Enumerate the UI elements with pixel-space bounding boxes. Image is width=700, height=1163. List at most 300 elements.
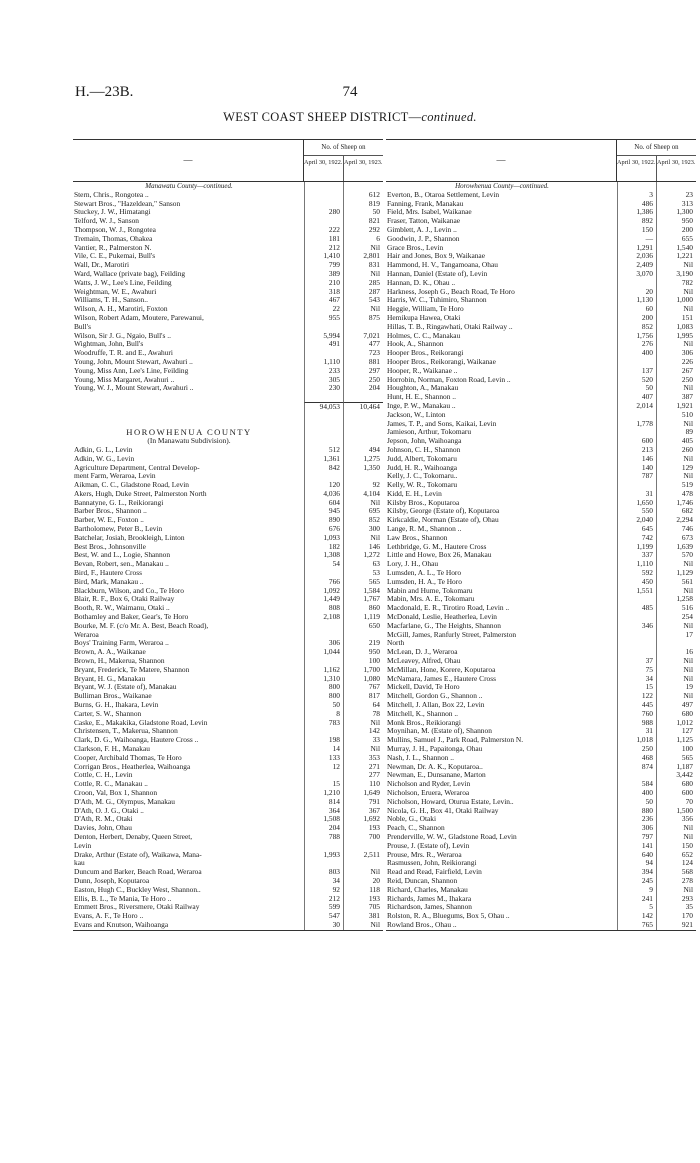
sheep-1923: 3,442: [656, 771, 696, 780]
owner-name: Hunt, H. E., Shannon ..: [387, 393, 456, 402]
sheep-1923: 477: [343, 340, 383, 349]
owner-name: Kilsby, George (Estate of), Koputaroa: [387, 507, 500, 516]
owner-name: Peach, C., Shannon: [387, 824, 445, 833]
owner-name: Hair and Jones, Box 9, Waikanae: [387, 252, 485, 261]
sheep-1922: 236: [617, 815, 656, 824]
table-row: [73, 833, 383, 842]
sheep-1923: 782: [656, 279, 696, 288]
sheep-1923: 89: [656, 428, 696, 437]
owner-name: Mullins, Samuel J., Park Road, Palmerston N.: [387, 736, 524, 745]
owner-name: D'Ath, M. G., Olympus, Manakau: [74, 797, 175, 806]
sheep-1923: Nil: [656, 340, 696, 349]
sheep-1923: 852: [343, 516, 383, 525]
sheep-1923: 63: [343, 560, 383, 569]
owner-name: Cottle, R. C., Manakau ..: [74, 780, 148, 789]
sheep-1922: 803: [304, 868, 343, 877]
owner-name: Lumsden, H. A., Te Horo: [387, 577, 462, 586]
owner-name: Carter, S. W., Shannon: [74, 709, 142, 718]
sheep-1922: 141: [617, 842, 656, 851]
sheep-1922: 3: [617, 191, 656, 200]
table-row: [73, 921, 383, 930]
sheep-1923: 1,921: [656, 402, 696, 411]
owner-name: Nash, J. L., Shannon ..: [387, 753, 454, 762]
owner-name: Hooper Bros., Reikorangi, Waikanae: [387, 357, 496, 366]
sheep-1922: 788: [304, 833, 343, 842]
owner-name: McLean, D. J., Weraroa: [387, 648, 458, 657]
sheep-1923: 193: [343, 895, 383, 904]
owner-name: Akers, Hugh, Duke Street, Palmerston North: [74, 489, 207, 498]
col-1923-header: April 30, 1923.: [343, 156, 384, 181]
sheep-1923: 921: [656, 921, 696, 930]
sheep-1923: 831: [343, 261, 383, 270]
sheep-1922: 75: [617, 666, 656, 675]
sheep-1922: 520: [617, 376, 656, 385]
sheep-1922: 92: [304, 886, 343, 895]
owner-name: HOROWHENUA COUNTY: [126, 428, 252, 438]
sheep-1923: 353: [343, 754, 383, 763]
sheep-1922: 766: [304, 578, 343, 587]
sheep-1923: 300: [343, 525, 383, 534]
sheep-1922: 604: [304, 499, 343, 508]
sheep-1922: 1,993: [304, 851, 343, 860]
sheep-1923: [343, 411, 383, 420]
sheep-1923: Nil: [656, 622, 696, 631]
col-1922-header: April 30, 1922.: [617, 159, 656, 166]
sheep-1923: 100: [343, 657, 383, 666]
sheep-1923: 860: [343, 604, 383, 613]
owner-name: Agriculture Department, Central Develop-: [74, 463, 200, 472]
sheep-1922: 1,778: [617, 420, 656, 429]
owner-name: Hook, A., Shannon: [387, 340, 444, 349]
owner-name: Batchelar, Josiah, Brookleigh, Linton: [74, 533, 185, 542]
sheep-1923: Nil: [656, 288, 696, 297]
sheep-1923: 146: [343, 543, 383, 552]
owner-name: Christensen, T., Makerua, Shannon: [74, 727, 178, 736]
owner-name: Judd, Albert, Tokomaru: [387, 454, 457, 463]
owner-name: Brown, H., Makerua, Shannon: [74, 657, 165, 666]
owner-name: Booth, R. W., Waimanu, Otaki ..: [74, 604, 170, 613]
sheep-1922: 122: [617, 692, 656, 701]
table-row: [73, 464, 383, 473]
owner-name: Dunn, Joseph, Koputaroa: [74, 876, 150, 885]
sheep-1923: 381: [343, 912, 383, 921]
sheep-1922: 467: [304, 296, 343, 305]
owner-name: Bevan, Robert, sen., Manakau ..: [74, 560, 169, 569]
table-body: [386, 182, 696, 931]
table-row: [386, 472, 696, 481]
owner-name: Goodwin, J. P., Shannon: [387, 234, 460, 243]
owner-name: Clarkson, F. H., Manakau: [74, 745, 150, 753]
sheep-1922: 133: [304, 754, 343, 763]
owner-name: Law Bros., Shannon: [387, 533, 448, 542]
sheep-1922: 765: [617, 921, 656, 930]
sheep-1922: 54: [304, 560, 343, 569]
owner-name: Williams, T. H., Sanson..: [74, 296, 148, 305]
owner-name: Denton, Herbert, Denaby, Queen Street,: [74, 832, 193, 841]
owner-name: Davies, John, Ohau: [74, 824, 132, 833]
sheep-1923: Nil: [343, 499, 383, 508]
sheep-1923: 791: [343, 798, 383, 807]
sheep-1922: 2,108: [304, 613, 343, 622]
sheep-1923: 817: [343, 692, 383, 701]
owner-name: North: [387, 639, 405, 648]
sheep-1922: 1,199: [617, 543, 656, 552]
sheep-1922: 808: [304, 604, 343, 613]
sheep-1922: 280: [304, 208, 343, 217]
owner-name: Holmes, C. C., Manakau: [387, 331, 461, 340]
sheep-1922: 852: [617, 323, 656, 332]
table-row: [386, 622, 696, 631]
owner-name: Jackson, W., Linton: [387, 410, 446, 419]
sheep-1922: 94: [617, 859, 656, 868]
sheep-1922: 1,508: [304, 815, 343, 824]
owner-name: Nicholson, Eruera, Weraroa: [387, 788, 470, 797]
sheep-1922: 468: [617, 754, 656, 763]
owner-name: Harkness, Joseph G., Beach Road, Te Horo: [387, 287, 515, 296]
sheep-1923: 33: [343, 736, 383, 745]
sheep-1923: 1,000: [656, 296, 696, 305]
sheep-1922: [304, 420, 343, 429]
sheep-1922: 30: [304, 921, 343, 930]
table-row: [73, 560, 383, 569]
table-header: [386, 139, 696, 182]
owner-name: Hooper Bros., Reikorangi: [387, 349, 464, 358]
sheep-1922: 645: [617, 525, 656, 534]
sheep-1923: [343, 428, 383, 437]
owner-name: James, T. P., and Sons, Kaikai, Levin: [387, 419, 497, 428]
owner-name: Blair, R. F., Box 6, Otaki Railway: [74, 595, 175, 604]
sheep-1923: 543: [343, 296, 383, 305]
col-1923-header: April 30, 1923.: [656, 156, 697, 181]
sheep-1922: 137: [617, 367, 656, 376]
total-row: [73, 402, 383, 411]
owner-name: Cottle, C. H., Levin: [74, 771, 133, 780]
sheep-1923: 387: [656, 393, 696, 402]
sheep-1922: 407: [617, 393, 656, 402]
owner-name: D'Ath, O. J. G., Otaki ..: [74, 806, 144, 815]
sheep-1922: 182: [304, 543, 343, 552]
sheep-1923: 10,464: [343, 402, 383, 411]
owner-name: McDonald, Leslie, Heatherlea, Levin: [387, 613, 497, 622]
sheep-1922: 15: [617, 683, 656, 692]
sheep-1922: 306: [304, 639, 343, 648]
owner-name: Caske, E., Makakika, Gladstone Road, Levin: [74, 718, 208, 727]
sheep-1923: 4,104: [343, 490, 383, 499]
owner-name: Prouse, J. (Estate of), Levin: [387, 841, 470, 850]
owner-name: Lethbridge, G. M., Hautere Cross: [387, 542, 487, 551]
sheep-1923: 285: [343, 279, 383, 288]
table-row: [73, 384, 383, 393]
sheep-1922: 120: [304, 481, 343, 490]
owner-name: Duncum and Barker, Beach Road, Weraroa: [74, 868, 202, 877]
sheep-1923: 570: [656, 551, 696, 560]
sheep-1923: 565: [656, 754, 696, 763]
owner-name: Wilson, Sir J. G., Ngaio, Bull's ..: [74, 331, 171, 340]
page-title: [0, 110, 700, 125]
sheep-1923: Nil: [656, 560, 696, 569]
owner-name: Bourke, M. F. (c/o Mr. A. Best, Beach Road),: [74, 621, 209, 630]
sheep-1922: [304, 191, 343, 200]
sheep-1923: 19: [656, 683, 696, 692]
owner-name: Richards, James M., Ihakara: [387, 894, 472, 903]
sheep-1923: 652: [656, 851, 696, 860]
sheep-1922: 60: [617, 305, 656, 314]
table-row: [73, 420, 383, 429]
sheep-1922: 1,162: [304, 666, 343, 675]
owner-name: Richardson, James, Shannon: [387, 903, 472, 912]
owner-name: kau: [74, 859, 85, 868]
sheep-1923: 1,080: [343, 675, 383, 684]
sheep-1922: 2,040: [617, 516, 656, 525]
sheep-1923: 1,700: [343, 666, 383, 675]
owner-name: Tremain, Thomas, Ohakea: [74, 234, 153, 243]
owner-name: D'Ath, R. M., Otaki: [74, 815, 133, 824]
sheep-1922: 364: [304, 807, 343, 816]
owner-name: Best Bros., Johnsonville: [74, 542, 146, 551]
owner-name: Mabin, Mrs. A. E., Tokomaru: [387, 595, 475, 604]
owner-name: Johnson, C. H., Shannon: [387, 445, 461, 454]
sheep-1922: 4,036: [304, 490, 343, 499]
sheep-1923: Nil: [343, 270, 383, 279]
sheep-1923: 260: [656, 446, 696, 455]
table-row: [73, 648, 383, 657]
owner-name: Bull's: [74, 322, 91, 331]
sheep-1923: 650: [343, 622, 383, 631]
sheep-1923: 695: [343, 507, 383, 516]
sheep-1922: [617, 631, 656, 640]
sheep-1923: 1,639: [656, 543, 696, 552]
owner-name: Bothamley and Baker, Gear's, Te Horo: [74, 613, 189, 622]
owner-name: Young, John, Mount Stewart, Awahuri ..: [74, 357, 193, 366]
sheep-1922: 988: [617, 719, 656, 728]
sheep-1923: 1,187: [656, 763, 696, 772]
sheep-1922: 445: [617, 701, 656, 710]
sheep-1923: 767: [343, 683, 383, 692]
sheep-1923: 110: [343, 780, 383, 789]
owner-name: Harris, W. C., Tuhimiro, Shannon: [387, 296, 487, 305]
sheep-1923: Nil: [343, 244, 383, 253]
owner-name: Wilson, A. H., Marotiri, Foxton: [74, 305, 168, 314]
sheep-1923: 1,129: [656, 569, 696, 578]
sheep-1923: Nil: [656, 420, 696, 429]
sheep-1923: Nil: [656, 384, 696, 393]
sheep-1923: 1,746: [656, 499, 696, 508]
sheep-1922: 1,308: [304, 551, 343, 560]
sheep-1922: 892: [617, 217, 656, 226]
table-row: [386, 420, 696, 429]
owner-name: Everton, B., Otaroa Settlement, Levin: [387, 190, 500, 199]
table-row: [386, 604, 696, 613]
sheep-1923: 151: [656, 314, 696, 323]
sheep-1923: 193: [343, 824, 383, 833]
table-row: [73, 851, 383, 860]
table-row: [73, 622, 383, 631]
sheep-1923: Nil: [656, 833, 696, 842]
sheep-1923: 881: [343, 358, 383, 367]
owner-name: Hooper, R., Waikanae ..: [387, 366, 458, 375]
sheep-1923: 7,021: [343, 332, 383, 341]
sheep-1923: 950: [343, 648, 383, 657]
owner-name: Stern, Chris., Rongotea ..: [74, 190, 149, 199]
sheep-1923: 510: [656, 411, 696, 420]
sheep-1923: 875: [343, 314, 383, 323]
empty-cell: [304, 182, 343, 191]
sheep-1922: 814: [304, 798, 343, 807]
sheep-1923: 1,767: [343, 595, 383, 604]
sheep-1923: 278: [656, 877, 696, 886]
owner-name: Murray, J. H., Papaitonga, Ohau: [387, 745, 483, 753]
title-continued: continued.: [421, 110, 477, 124]
owner-name: Stuckey, J. W., Himatangi: [74, 208, 151, 217]
owner-name: Rowland Bros., Ohau ..: [387, 920, 457, 929]
owner-name: Read and Read, Fairfield, Levin: [387, 868, 482, 877]
owner-name: Emmett Bros., Riversmere, Otaki Railway: [74, 903, 200, 912]
sheep-1923: 70: [656, 798, 696, 807]
sheep-1923: 124: [656, 859, 696, 868]
sheep-1923: 497: [656, 701, 696, 710]
sheep-1922: 955: [304, 314, 343, 323]
sheep-1922: 592: [617, 569, 656, 578]
owner-name: (In Manawatu Subdivision).: [147, 437, 231, 446]
sheep-1922: 600: [617, 437, 656, 446]
sheep-1922: 1,093: [304, 534, 343, 543]
owner-name: Hammond, H. V., Tangamoana, Ohau: [387, 261, 498, 270]
sheep-1922: 230: [304, 384, 343, 393]
owner-name: Burns, G. H., Ihakara, Levin: [74, 701, 159, 710]
sheep-1923: 367: [343, 807, 383, 816]
owner-name: Adkin, W. G., Levin: [74, 454, 135, 463]
sheep-1923: 16: [656, 648, 696, 657]
sheep-1923: Nil: [343, 745, 383, 754]
owner-name: Weraroa: [74, 630, 99, 639]
owner-name: Mitchell, Gordon G., Shannon ..: [387, 692, 483, 701]
table-row: [73, 340, 383, 349]
sheep-1923: 1,119: [343, 613, 383, 622]
table-row: [386, 270, 696, 279]
sheep-1923: 1,258: [656, 595, 696, 604]
sheep-1923: 356: [656, 815, 696, 824]
sheep-1922: 212: [304, 244, 343, 253]
sheep-1923: Nil: [656, 472, 696, 481]
sheep-1922: —: [617, 235, 656, 244]
sheep-1922: 1,291: [617, 244, 656, 253]
owner-name: Hannan, D. K., Ohau ..: [387, 278, 456, 287]
sheep-1923: 142: [343, 727, 383, 736]
sheep-1922: 1,110: [617, 560, 656, 569]
sheep-1922: 547: [304, 912, 343, 921]
sheep-1922: 1,650: [617, 499, 656, 508]
sheep-1923: 17: [656, 631, 696, 640]
sheep-1922: 5: [617, 903, 656, 912]
sheep-1923: 100: [656, 745, 696, 754]
sheep-1923: 705: [343, 903, 383, 912]
sheep-1923: 2,801: [343, 252, 383, 261]
sheep-1922: 1,551: [617, 587, 656, 596]
owner-name: Lange, R. M., Shannon ..: [387, 525, 462, 534]
owner-name: Macdonald, E. R., Tirotiro Road, Levin ..: [387, 604, 510, 613]
sheep-1922: [304, 393, 343, 402]
owner-name: Evans and Knutson, Waihoanga: [74, 920, 169, 929]
owner-name: Fraser, Tatton, Waikanae: [387, 217, 461, 226]
sheep-1923: 118: [343, 886, 383, 895]
sheep-1922: 276: [617, 340, 656, 349]
sheep-1923: 254: [656, 613, 696, 622]
owner-name: Manawatu County—continued.: [145, 182, 233, 190]
sheep-1923: 1,275: [343, 455, 383, 464]
owner-name: McGill, James, Ranfurly Street, Palmerston: [387, 630, 517, 639]
sheep-1922: 181: [304, 235, 343, 244]
owner-name: Drake, Arthur (Estate of), Waikawa, Mana-: [74, 850, 202, 859]
owner-name: Cooper, Archibald Thomas, Te Horo: [74, 753, 182, 762]
sheep-1922: 486: [617, 200, 656, 209]
sheep-1922: 584: [617, 780, 656, 789]
sheep-1922: 140: [617, 464, 656, 473]
owner-name: Kirkcaldie, Norman (Estate of), Ohau: [387, 516, 499, 525]
table-row: [73, 393, 383, 402]
owner-name: ment Farm, Weraroa, Levin: [74, 472, 156, 481]
owner-name: Gimblett, A. J., Levin ..: [387, 225, 457, 234]
owner-name: Newman, Dr. A. K., Koputaroa..: [387, 762, 483, 771]
col-1922-header: April 30, 1922.: [304, 159, 343, 166]
sheep-1922: 245: [617, 877, 656, 886]
sheep-1922: 842: [304, 464, 343, 473]
sheep-1923: 723: [343, 349, 383, 358]
owner-name: Hannan, Daniel (Estate of), Levin: [387, 269, 488, 278]
sheep-1923: Nil: [656, 587, 696, 596]
sheep-1923: 23: [656, 191, 696, 200]
sheep-1923: 1,300: [656, 208, 696, 217]
sheep-1922: 12: [304, 763, 343, 772]
owner-name: Horrobin, Norman, Foxton Road, Levin ..: [387, 375, 511, 384]
owner-name: Bannatyne, G. L., Reikiorangi: [74, 498, 164, 507]
owner-name: Lumsden, A. L., Te Horo: [387, 569, 462, 578]
sheep-1923: 6: [343, 235, 383, 244]
sheep-1922: 146: [617, 455, 656, 464]
owner-name: Aikman, C. C., Gladstone Road, Levin: [74, 481, 189, 490]
owner-name: Bulliman Bros., Waikanae: [74, 692, 152, 701]
sheep-1922: 233: [304, 367, 343, 376]
sheep-1923: 519: [656, 481, 696, 490]
table-row: [73, 191, 383, 200]
table-row: [73, 208, 383, 217]
owner-name: Reid, Duncan, Shannon: [387, 876, 458, 885]
sheep-1923: 478: [656, 490, 696, 499]
sheep-group-header: No. of Sheep on: [304, 140, 383, 156]
sheep-1923: 673: [656, 534, 696, 543]
sheep-1922: 305: [304, 376, 343, 385]
owner-name: Bird, Mark, Manakau ..: [74, 577, 144, 586]
owner-name: Watts, J. W., Lee's Line, Feilding: [74, 278, 172, 287]
sheep-1923: Nil: [656, 886, 696, 895]
sheep-1923: 170: [656, 912, 696, 921]
sheep-1922: 213: [617, 446, 656, 455]
owner-name: McMillan, Hone, Korere, Koputaroa: [387, 665, 496, 674]
sheep-1923: 1,012: [656, 719, 696, 728]
sheep-1923: 64: [343, 701, 383, 710]
sheep-1922: 485: [617, 604, 656, 613]
sheep-1923: 494: [343, 446, 383, 455]
sheep-1923: Nil: [656, 305, 696, 314]
sheep-1922: 800: [304, 683, 343, 692]
page-header: [75, 84, 625, 104]
sheep-1922: 787: [617, 472, 656, 481]
sheep-1923: 204: [343, 384, 383, 393]
owner-name: Mickell, David, Te Horo: [387, 683, 460, 692]
owner-name: Weightman, W. E., Awahuri: [74, 287, 157, 296]
owner-name: Young, W. J., Mount Stewart, Awahuri ..: [74, 384, 194, 393]
owner-name: Wightman, John, Bull's: [74, 340, 144, 349]
sheep-1922: 34: [304, 877, 343, 886]
